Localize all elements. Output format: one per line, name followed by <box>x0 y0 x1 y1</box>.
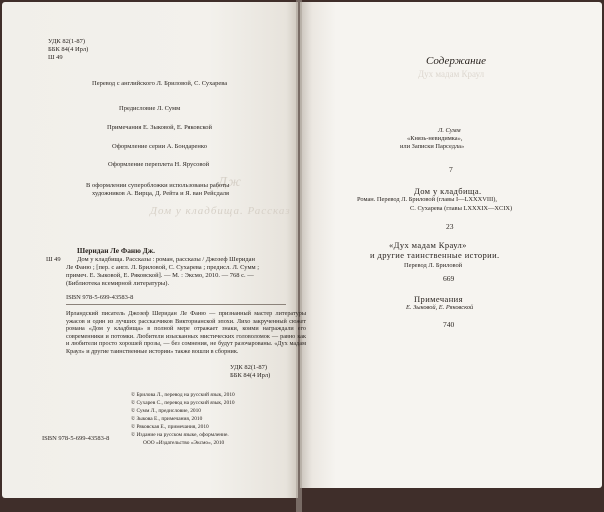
author-index: Ш 49 <box>48 54 63 61</box>
toc-entry-1-page: 7 <box>449 165 453 174</box>
credit-preface: Предисловие Л. Сумм <box>119 105 181 112</box>
catalog-line-1: Дом у кладбища. Рассказы : роман, рассказы / Джозеф Шеридан <box>77 256 256 263</box>
author-heading: Шеридан Ле Фаню Дж. <box>77 246 155 255</box>
toc-entry-2-line-2: Роман. Перевод Л. Бриловой (главы I—LXXXVIII), <box>357 196 497 203</box>
credit-binding-design: Оформление переплета Н. Ярусовой <box>108 161 210 168</box>
catalog-line-2: Ле Фаню ; [пер. с англ. Л. Бриловой, С. Сухарева ; предисл. Л. Сумм ; <box>66 264 260 271</box>
toc-entry-3-line-2: и другие таинственные истории. <box>370 250 500 260</box>
toc-entry-2-line-3: С. Сухарева (главы LXXXIX—XCIX) <box>410 205 513 212</box>
show-through-heading: Дух мадам Краул <box>418 69 485 79</box>
toc-entry-2-page: 23 <box>446 222 454 231</box>
copyright-7: ООО «Издательство «Эксмо», 2010 <box>143 440 225 446</box>
catalog-line-4: (Библиотека всемирной литературы). <box>66 280 170 287</box>
copyright-3: © Сумм Л., предисловие, 2010 <box>131 408 202 414</box>
isbn-main: ISBN 978-5-699-43583-8 <box>66 294 134 301</box>
show-through-text-1: Дж <box>218 175 242 190</box>
credit-notes: Примечания Е. Зыковой, Е. Ряковской <box>107 124 213 131</box>
isbn-bottom: ISBN 978-5-699-43583-8 <box>42 435 110 442</box>
author-index-side: Ш 49 <box>46 256 61 263</box>
contents-heading: Содержание <box>426 55 487 67</box>
credit-translation: Перевод с английского Л. Бриловой, С. Сухарева <box>92 80 228 87</box>
toc-entry-3-title: «Дух мадам Краул» <box>389 240 467 250</box>
toc-entry-3-line-3: Перевод Л. Бриловой <box>404 262 463 269</box>
design-note-line-1: В оформлении суперобложки использованы работы <box>86 182 230 189</box>
bbk-bottom: ББК 84(4 Ирл) <box>230 372 271 379</box>
copyright-1: © Брилова Л., перевод на русский язык, 2010 <box>131 392 235 398</box>
copyright-5: © Ряковская Е., примечания, 2010 <box>131 424 209 430</box>
toc-entry-4-title: Примечания <box>414 294 463 304</box>
catalog-divider <box>66 304 286 305</box>
toc-entry-4-line-2: Е. Зыковой, Е. Ряковской <box>406 304 474 311</box>
show-through-text-2: Дом у кладбища. Рассказ <box>150 205 291 217</box>
udk-bottom: УДК 82(1-87) <box>230 364 268 371</box>
copyright-6: © Издание на русском языке, оформление. <box>131 432 229 438</box>
credit-series-design: Оформление серии А. Бондаренко <box>112 143 207 150</box>
toc-entry-3-page: 669 <box>443 274 455 283</box>
toc-entry-1-subtitle: или Записки Парседла» <box>400 143 465 150</box>
toc-entry-1-title: «Князь-невидимка», <box>407 135 463 142</box>
annotation-text: Ирландский писатель Джозеф Шеридан Ле Фаню — признанный мастер литературы ужасов и один из лучших рассказчиков Викторианской эпохи. Лихо закрученный сюжет романа «Дом у кладбища» в полной мере отражает знаки, коими награждали его современники и потомки. Любители изысканных мистических головоломок — равно как и любители просто хорошей прозы, — без сомнения, не будут разочарованы. «Дух мадам Краул» и другие таинственные истории» также вошли в сборник. <box>66 310 306 355</box>
gutter <box>296 0 302 512</box>
toc-entry-1-author: Л. Сумм <box>438 127 461 134</box>
toc-entry-4-page: 740 <box>443 320 455 329</box>
catalog-line-3: примеч. Е. Зыковой, Е. Ряковской]. — М. : Эксмо, 2010. — 768 с. — <box>66 272 254 279</box>
copyright-4: © Зыкова Е., примечания, 2010 <box>131 416 203 422</box>
bbk-code: ББК 84(4 Ирл) <box>48 46 89 53</box>
toc-entry-2-title: Дом у кладбища. <box>414 186 482 196</box>
copyright-2: © Сухарев С., перевод на русский язык, 2010 <box>131 400 235 406</box>
udk-code: УДК 82(1-87) <box>48 38 86 45</box>
design-note-line-2: художников А. Вирца, Д. Рейта и Я. ван Рейсдаля <box>92 190 230 197</box>
